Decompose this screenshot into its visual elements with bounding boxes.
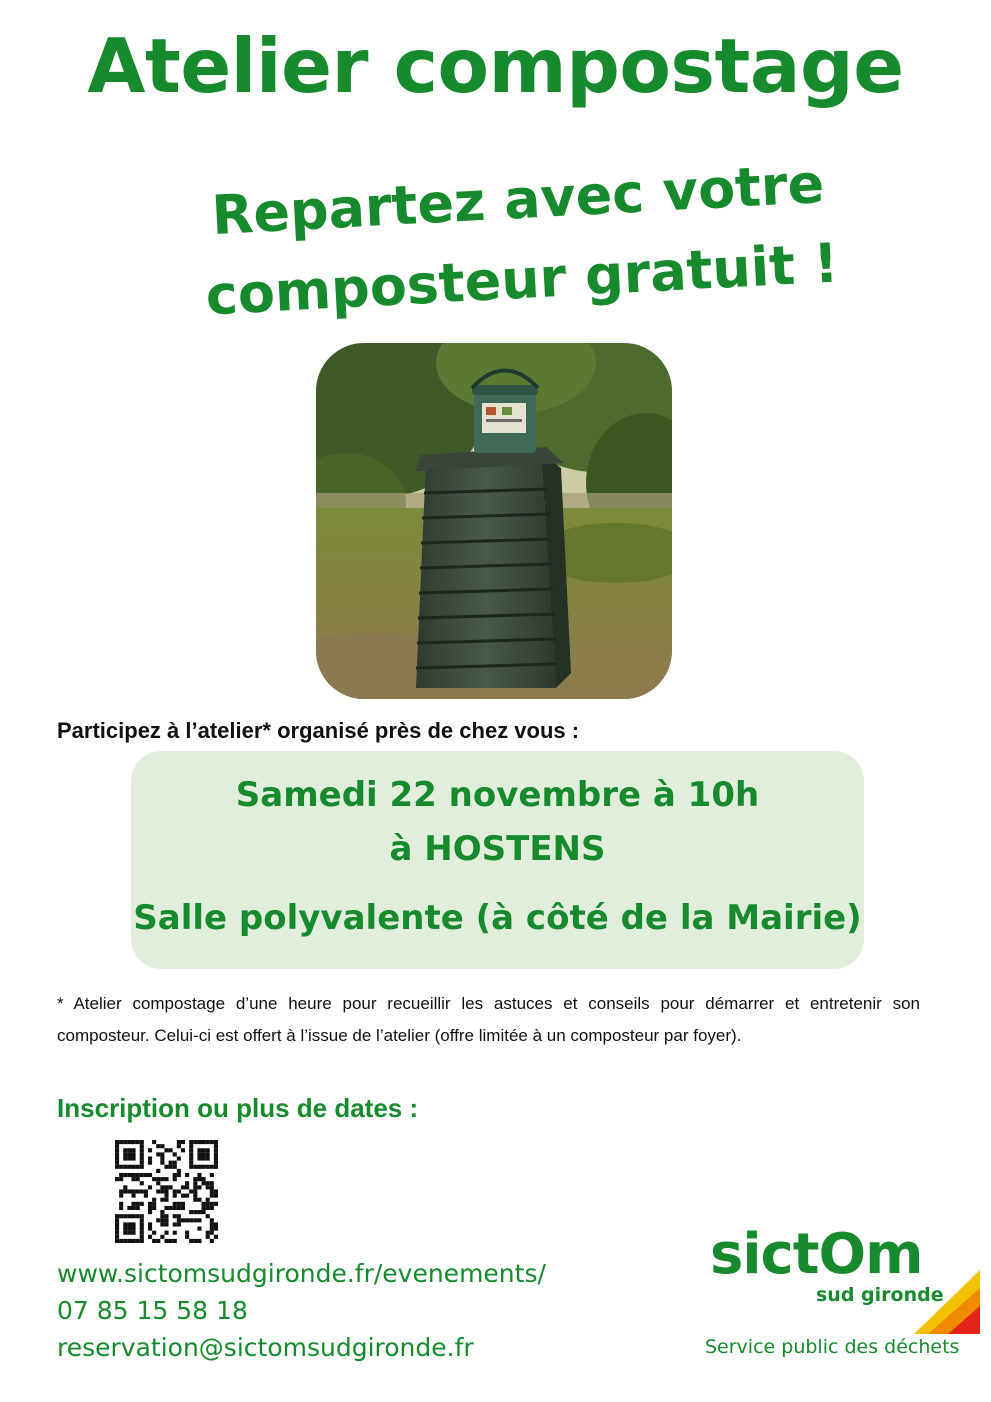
logo-sub: sud gironde [816,1284,944,1306]
page-title: Atelier compostage [87,22,904,110]
footnote: * Atelier compostage d’une heure pour recueillir les astuces et conseils pour démarrer et entretenir son composteur. Celui-ci est offert à l’issue de l’atelier (offre limitée à un composteur par foyer). [57,994,920,1045]
subtitle-line-1: Repartez avec votre [210,152,826,248]
composter-photo [316,343,672,699]
event-lead-text: Participez à l’atelier* organisé près de chez vous : [57,718,580,743]
subtitle-line-2: composteur gratuit ! [204,231,840,328]
logo-tagline: Service public des déchets [705,1336,960,1358]
signup-heading: Inscription ou plus de dates : [57,1093,419,1123]
event-details-box [131,751,864,969]
email-link[interactable]: reservation@sictomsudgironde.fr [57,1333,474,1362]
qr-code-icon[interactable] [115,1140,218,1243]
website-link[interactable]: www.sictomsudgironde.fr/evenements/ [57,1259,546,1288]
event-venue: Salle polyvalente (à côté de la Mairie) [133,898,862,938]
flame-icon [914,1270,980,1334]
phone-number[interactable]: 07 85 15 58 18 [57,1296,248,1325]
sictom-logo [700,1222,990,1372]
subtitle [186,143,853,337]
event-date: Samedi 22 novembre à 10h [235,775,760,815]
logo-name: sictOm [710,1222,923,1287]
event-town: à HOSTENS [389,829,606,869]
